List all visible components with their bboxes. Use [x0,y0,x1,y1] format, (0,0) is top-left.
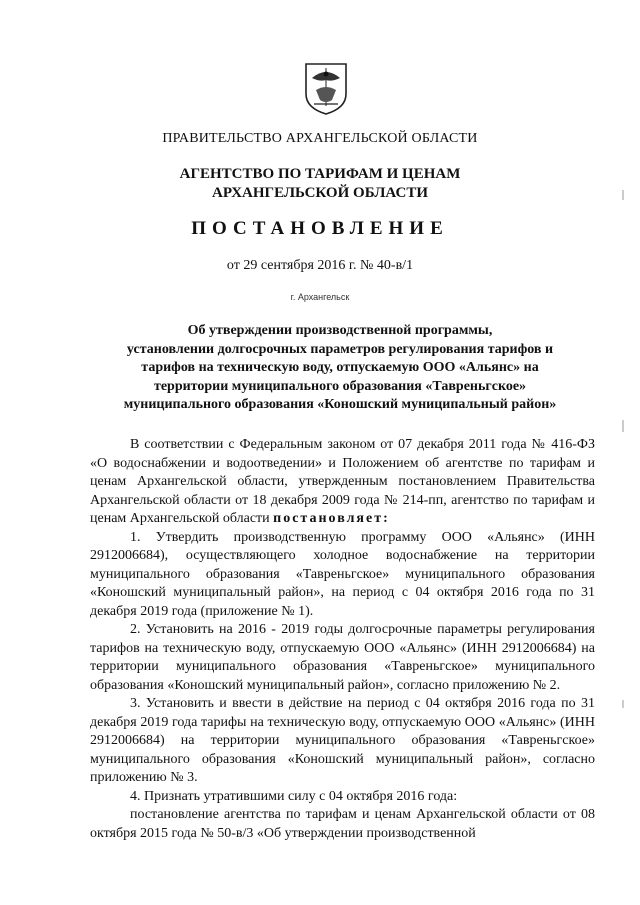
document-body [90,436,595,843]
scan-artifact [622,700,624,708]
item-3: 3. Установить и ввести в действие на период с 04 октября 2016 года по 31 декабря 2019 года тарифы на техническую воду, отпускаемую ООО «Альянс» (ИНН 2912006684) на территории муниципального образования «Тавреньгское» муниципального образования «Коношский муниципальный район», согласно приложению № 3. [90,696,595,785]
title-line: установлении долгосрочных параметров регулирования тарифов и [126,341,554,357]
document-type: ПОСТАНОВЛЕНИЕ [191,218,449,239]
title-line: тарифов на техническую воду, отпускаемую ООО «Альянс» на [141,360,539,375]
item-4-sub: постановление агентства по тарифам и ценам Архангельской области от 08 октября 2015 года № 50-в/3 «Об утверждении производственной [90,807,595,841]
city: г. Архангельск [290,292,350,302]
preamble-text: В соответствии с Федеральным законом от 07 декабря 2011 года № 416-ФЗ «О водоснабжении и водоотведении» и Положением об агентстве по тарифам и ценам Архангельской области, утвержденным постановлением Правительства Архангельской области от 18 декабря 2009 года № 214-пп, агентство по тарифам и ценам Архангельской области [90,437,595,526]
date-number: от 29 сентября 2016 г. № 40-в/1 [226,258,414,273]
agency-name [0,165,640,203]
item-1: 1. Утвердить производственную программу ООО «Альянс» (ИНН 2912006684), осуществляющего холодное водоснабжение на территории муниципального образования «Тавреньгское» муниципального образования «Коношский муниципальный район», на период с 04 октября 2016 года по 31 декабря 2019 года (приложение № 1). [90,529,595,619]
item-4: 4. Признать утратившими силу с 04 октября 2016 года: [130,788,458,804]
government-name: ПРАВИТЕЛЬСТВО АРХАНГЕЛЬСКОЙ ОБЛАСТИ [162,131,478,146]
title-line: муниципального образования «Коношский муниципальный район» [123,397,557,412]
scan-artifact [622,190,624,200]
title-line: территории муниципального образования «Тавреньгское» [153,378,527,394]
document-title [100,322,580,415]
agency-line: АГЕНТСТВО ПО ТАРИФАМ И ЦЕНАМ [179,166,461,182]
decree-word: постановляет: [273,511,390,526]
scan-artifact [622,420,624,432]
item-2: 2. Установить на 2016 - 2019 годы долгосрочные параметры регулирования тарифов на техническую воду, отпускаемую ООО «Альянс» (ИНН 2912006684) на территории муниципального образования «Тавреньгское» муниципального образования «Коношский муниципальный район», согласно приложению № 2. [90,622,595,693]
coat-of-arms-icon [302,60,350,116]
title-line: Об утверждении производственной программы, [187,323,493,338]
agency-line: АРХАНГЕЛЬСКОЙ ОБЛАСТИ [212,185,428,201]
preamble-paragraph [90,436,595,529]
